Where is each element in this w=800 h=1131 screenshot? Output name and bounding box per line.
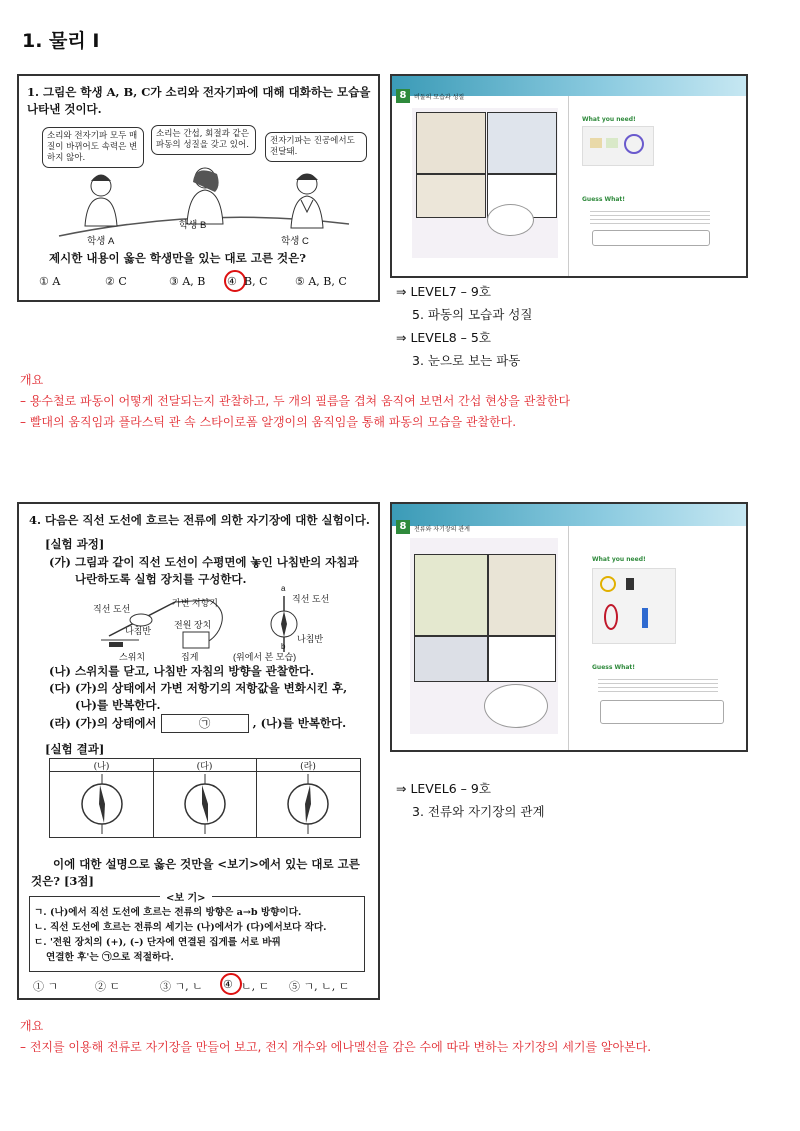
step-da-2: (나)를 반복한다. <box>75 698 161 712</box>
compass-result-da <box>185 774 225 834</box>
result-header: (다) <box>196 762 213 772</box>
material-item <box>590 138 602 148</box>
option-3: ③ A, B <box>169 275 206 288</box>
step-ra-pre: (라) (가)의 상태에서 <box>49 716 157 730</box>
page-title: 1. 물리 Ⅰ <box>22 30 100 52</box>
bogi-item: 연결한 후'는 ㉠으로 적절하다. <box>46 952 174 963</box>
label-compass: 나침반 <box>125 626 152 636</box>
result-table <box>49 758 361 838</box>
question-4-text <box>29 512 370 529</box>
level-item: ⇒ LEVEL6 – 9호 <box>396 781 491 796</box>
option-4-text: ㄴ, ㄷ <box>241 980 270 993</box>
page-gutter <box>568 96 569 276</box>
label-student-c: 학생 C <box>281 236 309 247</box>
overview-2 <box>20 1016 790 1058</box>
overview-label: 개요 <box>20 373 44 387</box>
label-switch: 스위치 <box>119 652 146 662</box>
bogi-item: ㄷ. '전원 장치의 (+), (–) 단자에 연결된 집게를 서로 바꿔 <box>34 937 281 948</box>
lesson-badge: 8 <box>396 520 410 534</box>
overview-line: – 용수철로 파동이 어떻게 전달되는지 관찰하고, 두 개의 필름을 겹쳐 움직여 보면서 간섭 현상을 관찰한다 <box>20 394 571 408</box>
lesson-heading: 비둘의 모습과 성질 <box>414 94 465 101</box>
prompt-line-2: 것은? [3점] <box>31 874 94 888</box>
question-4-box <box>17 502 380 1000</box>
text-lines <box>598 676 718 694</box>
material-item <box>604 604 618 630</box>
label-top-view: (위에서 본 모습) <box>233 652 297 662</box>
process-title: [실험 과정] <box>45 537 105 551</box>
thought-bubble <box>487 204 534 236</box>
speech-bubble-a: 소리와 전자기파 모두 매질이 바뀌어도 속력은 변하지 않아. <box>42 127 144 168</box>
comic-panel <box>416 112 486 174</box>
textbook-spread-1 <box>390 74 748 278</box>
label-wire: 직선 도선 <box>93 604 131 614</box>
blank-box: ㉠ <box>161 714 249 733</box>
bogi-item: ㄱ. (나)에서 직선 도선에 흐르는 전류의 방향은 a→b 방향이다. <box>34 907 302 918</box>
level-item: ⇒ LEVEL8 – 5호 <box>396 330 491 345</box>
overview-line: – 전지를 이용해 전류로 자기장을 만들어 보고, 전지 개수와 에나멜선을 감은 수에 따라 변하는 자기장의 세기를 알아본다. <box>20 1040 652 1054</box>
question-1-text <box>27 84 372 118</box>
question-number: 1. <box>27 85 40 99</box>
page-gutter <box>568 526 569 750</box>
bogi-item: ㄴ. 직선 도선에 흐르는 전류의 세기는 (나)에서가 (다)에서보다 작다. <box>34 922 327 933</box>
level-topic: 5. 파동의 모습과 성질 <box>412 307 533 322</box>
option-1: ① ㄱ <box>33 980 59 993</box>
lesson-badge: 8 <box>396 89 410 103</box>
material-item <box>606 138 618 148</box>
speech-bubble-c: 전자기파는 진공에서도 전달돼. <box>265 132 367 162</box>
label-student-a: 학생 A <box>87 236 115 247</box>
option-4: ④ <box>223 978 233 991</box>
overview-label: 개요 <box>20 1019 44 1033</box>
compass-result-na <box>82 774 122 834</box>
option-1: ① A <box>39 275 61 288</box>
material-item <box>624 134 644 154</box>
level-reference-list-2 <box>396 777 545 823</box>
label-compass-top: 나침반 <box>297 634 324 644</box>
prompt-line-1: 이에 대한 설명으로 옳은 것만을 <보기>에서 있는 대로 고른 <box>53 857 360 871</box>
guess-what-heading: Guess What! <box>582 196 626 203</box>
option-3: ③ ㄱ, ㄴ <box>160 980 203 993</box>
overview-line: – 빨대의 움직임과 플라스틱 관 속 스타이로폼 알갱이의 움직임을 통해 파동의 모습을 관찰한다. <box>20 415 517 429</box>
banner <box>392 504 746 526</box>
question-prompt: 제시한 내용이 옳은 학생만을 있는 대로 고른 것은? <box>49 251 306 265</box>
step-da-1: (다) (가)의 상태에서 가변 저항기의 저항값을 변화시킨 후, <box>49 681 348 695</box>
textbook-spread-2 <box>390 502 748 752</box>
material-item <box>642 608 648 628</box>
comic-panel <box>414 554 488 636</box>
level-item: ⇒ LEVEL7 – 9호 <box>396 284 491 299</box>
comic-panel <box>488 636 556 682</box>
guess-what-heading: Guess What! <box>592 664 636 671</box>
step-ra <box>49 714 346 733</box>
option-4: ④ <box>227 275 237 288</box>
question-line: 그림은 학생 A, B, C가 소리와 전자기파에 대해 대화하는 모습을 <box>43 85 371 99</box>
label-wire-top: 직선 도선 <box>292 594 330 604</box>
label-resistor: 가변 저항기 <box>172 598 218 608</box>
comic-panel <box>416 174 486 218</box>
bogi-box <box>29 893 365 972</box>
option-4-text: B, C <box>244 275 268 288</box>
result-header: (나) <box>93 762 110 772</box>
text-lines <box>590 208 710 226</box>
question-line: 나타낸 것이다. <box>27 102 102 116</box>
option-5: ⑤ ㄱ, ㄴ, ㄷ <box>289 980 350 993</box>
level-topic: 3. 전류와 자기장의 관계 <box>412 804 545 819</box>
option-2: ② C <box>105 275 127 288</box>
material-item <box>600 576 616 592</box>
step-ra-post: , (나)를 반복한다. <box>252 716 347 730</box>
option-5: ⑤ A, B, C <box>295 275 347 288</box>
bogi-title: <보 기> <box>160 889 212 904</box>
thought-bubble <box>484 684 548 728</box>
comic-panel <box>488 554 556 636</box>
material-item <box>626 578 634 590</box>
level-reference-list-1 <box>396 280 532 372</box>
lesson-heading: 전류와 자기장의 관계 <box>414 526 470 533</box>
step-ga-2: 나란하도록 실험 장치를 구성한다. <box>75 572 247 586</box>
question-line: 다음은 직선 도선에 흐르는 전류에 의한 자기장에 대한 실험이다. <box>45 513 370 527</box>
what-you-need-heading: What you need! <box>582 116 636 123</box>
level-topic: 3. 눈으로 보는 파동 <box>412 353 521 368</box>
label-a: a <box>281 584 286 593</box>
speech-bubble-b: 소리는 간섭, 회절과 같은 파동의 성질을 갖고 있어. <box>151 125 256 155</box>
compass-result-ra <box>288 774 328 834</box>
step-na: (나) 스위치를 닫고, 나침반 자침의 방향을 관찰한다. <box>49 664 315 678</box>
label-power: 전원 장치 <box>174 620 212 630</box>
label-clip: 집게 <box>181 652 199 662</box>
comic-panel <box>487 112 557 174</box>
compass-results <box>50 772 360 836</box>
comic-panel <box>414 636 488 682</box>
label-b: b <box>281 642 286 651</box>
step-ga-1: (가) 그림과 같이 직선 도선이 수평면에 놓인 나침반의 자침과 <box>49 555 359 569</box>
result-title: [실험 결과] <box>45 742 105 756</box>
note-box <box>600 700 724 724</box>
question-1-box <box>17 74 380 302</box>
bogi-items <box>34 905 327 965</box>
label-student-b: 학생 B <box>179 220 207 231</box>
option-2: ② ㄷ <box>95 980 121 993</box>
question-number: 4. <box>29 513 42 527</box>
note-box <box>592 230 710 246</box>
overview-1 <box>20 370 790 433</box>
result-header: (라) <box>300 762 316 772</box>
what-you-need-heading: What you need! <box>592 556 646 563</box>
